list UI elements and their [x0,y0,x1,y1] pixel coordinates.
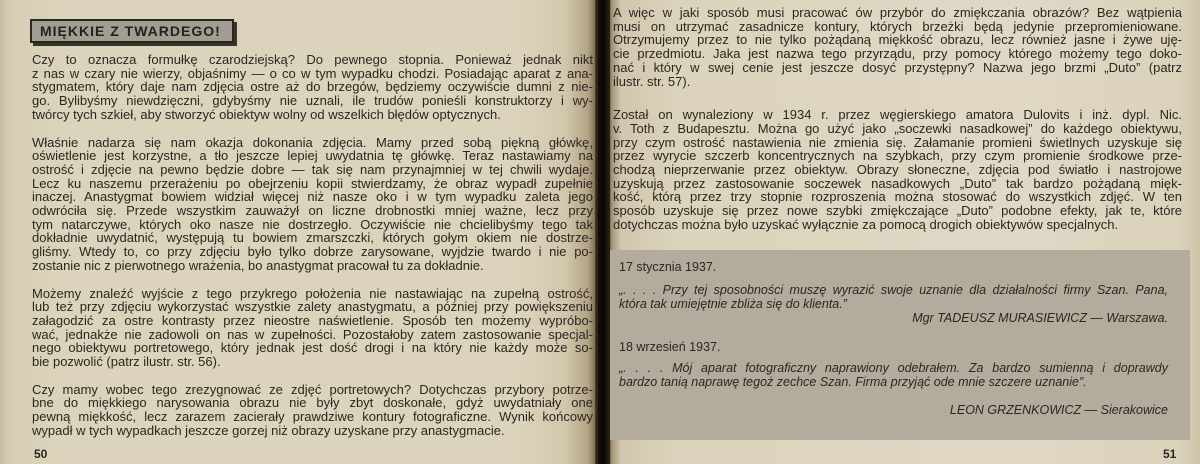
text-line: dokładnie uwydatnić, występują tu bowiem zmarszczki, których gołym okiem nie dostrze- [32,230,593,246]
paragraph [613,6,1182,88]
text-line: bie pozwolić (patrz ilustr. str. 56). [32,354,221,370]
text-line: Lecz ku naszemu przerażeniu po obejrzeniu kopii stwierdzamy, że obraz wypadł zupełnie [32,175,593,191]
text-line: która tak umiejętnie zbliża się do klienta.” [619,297,847,311]
text-column [32,53,593,452]
text-line: przez wyrycie szczerb koncentrycznych na szybkach, przy czym promienie środkowe prze- [613,148,1182,164]
text-line: ilustr. str. 57). [613,73,691,89]
text-line: gliśmy. Wtedy to, co przy zdjęciu było tylko dobrze zarysowane, wyjdzie twardo i nie po- [32,244,593,260]
testimonial-box [608,250,1190,440]
text-line: z nas w czary nie wierzy, objaśnimy — o co w tym wypadku chodzi. Posiadając aparat z ana- [32,65,593,81]
text-line: bardzo tanią naprawę tegoż zechce Szan. Firma przyjąć ode mnie szczere uznanie”. [619,375,1087,389]
text-line: załagodzić za ostre kontrasty przez nieostre naświetlenie. Sposób ten możemy wypróbo- [32,312,593,328]
text-line: inaczej. Anastygmat bowiem widział więcej niż nasze oko i w tym wypadku zaleta jego [32,189,593,205]
testimonial-signature: Mgr TADEUSZ MURASIEWICZ — Warszawa. [912,311,1168,325]
text-line: uzyskują przez zastosowanie soczewek nasadkowych „Duto” tak bardzo pożądaną mięk- [613,175,1182,191]
text-line: „. . . . Przy tej sposobności muszę wyrazić swoje uznanie dla działalności firmy Szan. Pana, [619,283,1168,297]
right-page [608,0,1200,464]
text-line: twórcy tych szkieł, aby stworzyć obiektyw wolny od wszelkich błędów optycznych. [32,106,501,122]
text-line: chodzą nieprzerwanie przez obiektyw. Obrazy słoneczne, zdjęcia pod światło i nastrojowe [613,162,1182,178]
paragraph [32,136,593,273]
paragraph [613,108,1182,231]
text-line: oświetlenie jest korzystne, a tło jeszcze lepiej uwydatnia tę główkę. Teraz nastawiamy na [32,148,593,164]
text-line: musi on utrzymać zasadnicze kontury, których brzeżki będą jedynie przepromieniowane. [613,18,1182,34]
text-line: Czy to oznacza formułkę czarodziejską? Do pewnego stopnia. Ponieważ jednak nikt [32,52,593,67]
text-line: przy czym ostrość nastawienia nie zmienia się. Załamanie promieni świetlnych uzyskuje się [613,134,1182,150]
page-number: 50 [34,447,48,461]
text-line: bne do miękkiego narysowania obrazu nie były zbyt doskonałe, gdyż uwydatniały one [32,395,593,411]
text-line: Został on wynaleziony w 1934 r. przez węgierskiego amatora Dulovits i inż. dypl. Nic. [613,107,1182,123]
text-line: ostrość i zdjęcie na pewno będzie dobre — tak się nam przynajmniej w tej chwili wydaje. [32,161,593,177]
testimonial-signature: LEON GRZENKOWICZ — Sierakowice [949,403,1168,417]
page-number: 51 [1163,447,1177,461]
text-line: sposób uzyskuje się przez nowe szybki zmiękczające „Duto” podobne efekty, jak te, które [613,203,1182,219]
testimonial-date: 17 stycznia 1937. [619,260,717,274]
testimonial-quote [619,361,1168,389]
text-line: Właśnie nadarza się nam okazja dokonania zdjęcia. Mamy przed sobą piękną główkę, [32,134,593,150]
text-line: A więc w jaki sposób musi pracować ów przybór do zmiękczania obrazów? Bez wątpienia [613,5,1182,20]
left-page [0,0,598,464]
text-line: Czy mamy wobec tego zrezygnować ze zdjęć portretowych? Dotychczas przybory potrze- [32,381,593,397]
text-line: cie przedmiotu. Jaka jest nazwa tego przyrządu, przy pomocy którego możemy tego doko- [613,46,1182,62]
text-line: stygmatem, który daje nam zdjęcia ostre aż do brzegów, będziemy oczywiście dumni z nie- [32,79,593,95]
text-line: go. Bylibyśmy niewdzięczni, gdybyśmy nie uznali, ile trudów ponieśli konstruktorzy i wy- [32,93,593,109]
text-line: kość, którą przez trzy stopnie rozproszenia można stosować do wszystkich zdjęć. W ten [613,189,1182,205]
testimonial [619,340,1168,417]
book-gutter [595,0,610,464]
text-line: pewną miękkość, lecz zarazem zacierały prawdziwe kontury fotograficzne. Wynik końcowy [32,409,593,425]
testimonial-date: 18 wrzesień 1937. [619,340,721,354]
text-line: nać i który w swej cenie jest jeszcze dosyć przystępny? Nazwa jego brzmi „Duto” (patrz [613,59,1182,75]
text-line: Otrzymujemy przez to nie tylko pożądaną miękkość obrazu, lecz również jasne i żywe uję- [613,32,1182,48]
text-line: dotychczas można było uzyskać wyłącznie za pomocą drogich obiektywów specjalnych. [613,216,1119,232]
paragraph [32,287,593,369]
testimonial [619,260,1168,325]
text-column [613,6,1182,252]
chapter-heading: MIĘKKIE Z TWARDEGO! [30,19,234,43]
text-line: lub też przy zdjęciu wykorzystać wszystkie zalety anastygmatu, a później przy powiększeniu [32,299,593,315]
text-line: odwróciła się. Przede wszystkim zauważył on liczne drobnostki mniej ważne, lecz przy [32,203,593,219]
text-line: „. . . . Mój aparat fotograficzny naprawiony odebrałem. Za bardzo sumienną i doprawdy [619,361,1168,375]
text-line: wać, jednakże nie zadowoli on nas w zupełności. Pozostałoby zatem zastosowanie specjal- [32,326,593,342]
text-line: zostanie nic z pierwotnego wrażenia, bo anastygmat pracował tu za dokładnie. [32,257,484,273]
text-line: v. Toth z Budapesztu. Można go użyć jako „soczewki nasadkowej” do każdego obiektywu, [613,120,1182,136]
text-line: tym natarczywe, których oko nasze nie dostrzegło. Oczywiście nie chcielibyśmy tego tak [32,216,593,232]
text-line: nego obiektywu portretowego, który jednak jest dość drogi i na który nie każdy może so- [32,340,593,356]
text-line: wypadł w tych wypadkach jeszcze gorzej niż obrazy uzyskane przy anastygmacie. [32,422,505,438]
text-line: Możemy znaleźć wyjście z tego przykrego położenia nie nastawiając na zupełną ostrość, [32,285,593,301]
paragraph [32,53,593,122]
paragraph [32,383,593,438]
testimonial-quote [619,283,1168,311]
